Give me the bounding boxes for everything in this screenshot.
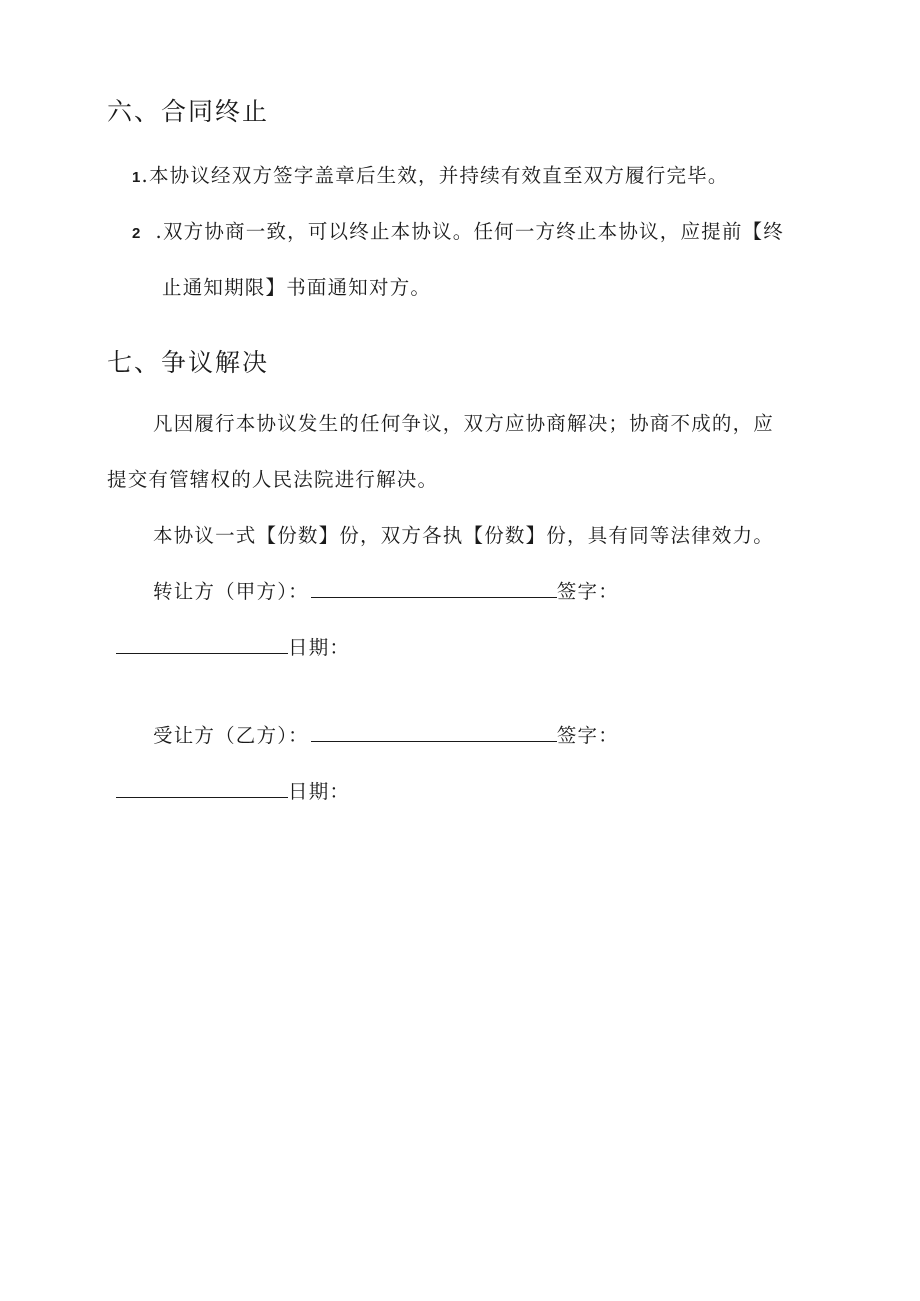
item-text: .双方协商一致，可以终止本协议。任何一方终止本协议，应提前【终 bbox=[155, 220, 784, 243]
party-b-row bbox=[153, 720, 619, 748]
party-a-date-row bbox=[116, 632, 350, 660]
item-number: 2 bbox=[132, 225, 142, 242]
section-heading-dispute: 七、争议解决 bbox=[107, 348, 270, 377]
termination-item-2 bbox=[132, 216, 784, 244]
copies-paragraph: 本协议一式【份数】份，双方各执【份数】份，具有同等法律效力。 bbox=[153, 524, 775, 547]
party-b-label: 受让方（乙方）： bbox=[153, 724, 309, 747]
party-a-label: 转让方（甲方）： bbox=[153, 580, 309, 603]
party-a-row bbox=[153, 576, 619, 604]
party-a-date-label: 日期： bbox=[288, 636, 351, 659]
item-text: .本协议经双方签字盖章后生效，并持续有效直至双方履行完毕。 bbox=[141, 164, 729, 187]
party-b-sign-label: 签字： bbox=[556, 724, 619, 747]
party-b-name-field[interactable] bbox=[311, 725, 557, 742]
termination-item-1 bbox=[132, 160, 729, 188]
party-a-name-field[interactable] bbox=[311, 581, 557, 598]
party-b-date-label: 日期： bbox=[288, 780, 351, 803]
party-b-signature-field[interactable] bbox=[116, 781, 288, 798]
section-heading-termination: 六、合同终止 bbox=[107, 97, 270, 126]
party-a-signature-field[interactable] bbox=[116, 637, 288, 654]
party-b-date-row bbox=[116, 776, 350, 804]
party-a-sign-label: 签字： bbox=[556, 580, 619, 603]
dispute-paragraph-line2: 提交有管辖权的人民法院进行解决。 bbox=[107, 468, 439, 491]
item-number: 1 bbox=[132, 169, 142, 186]
termination-item-2-continued: 止通知期限】书面通知对方。 bbox=[162, 276, 432, 299]
dispute-paragraph-line1: 凡因履行本协议发生的任何争议，双方应协商解决；协商不成的，应 bbox=[153, 412, 775, 435]
